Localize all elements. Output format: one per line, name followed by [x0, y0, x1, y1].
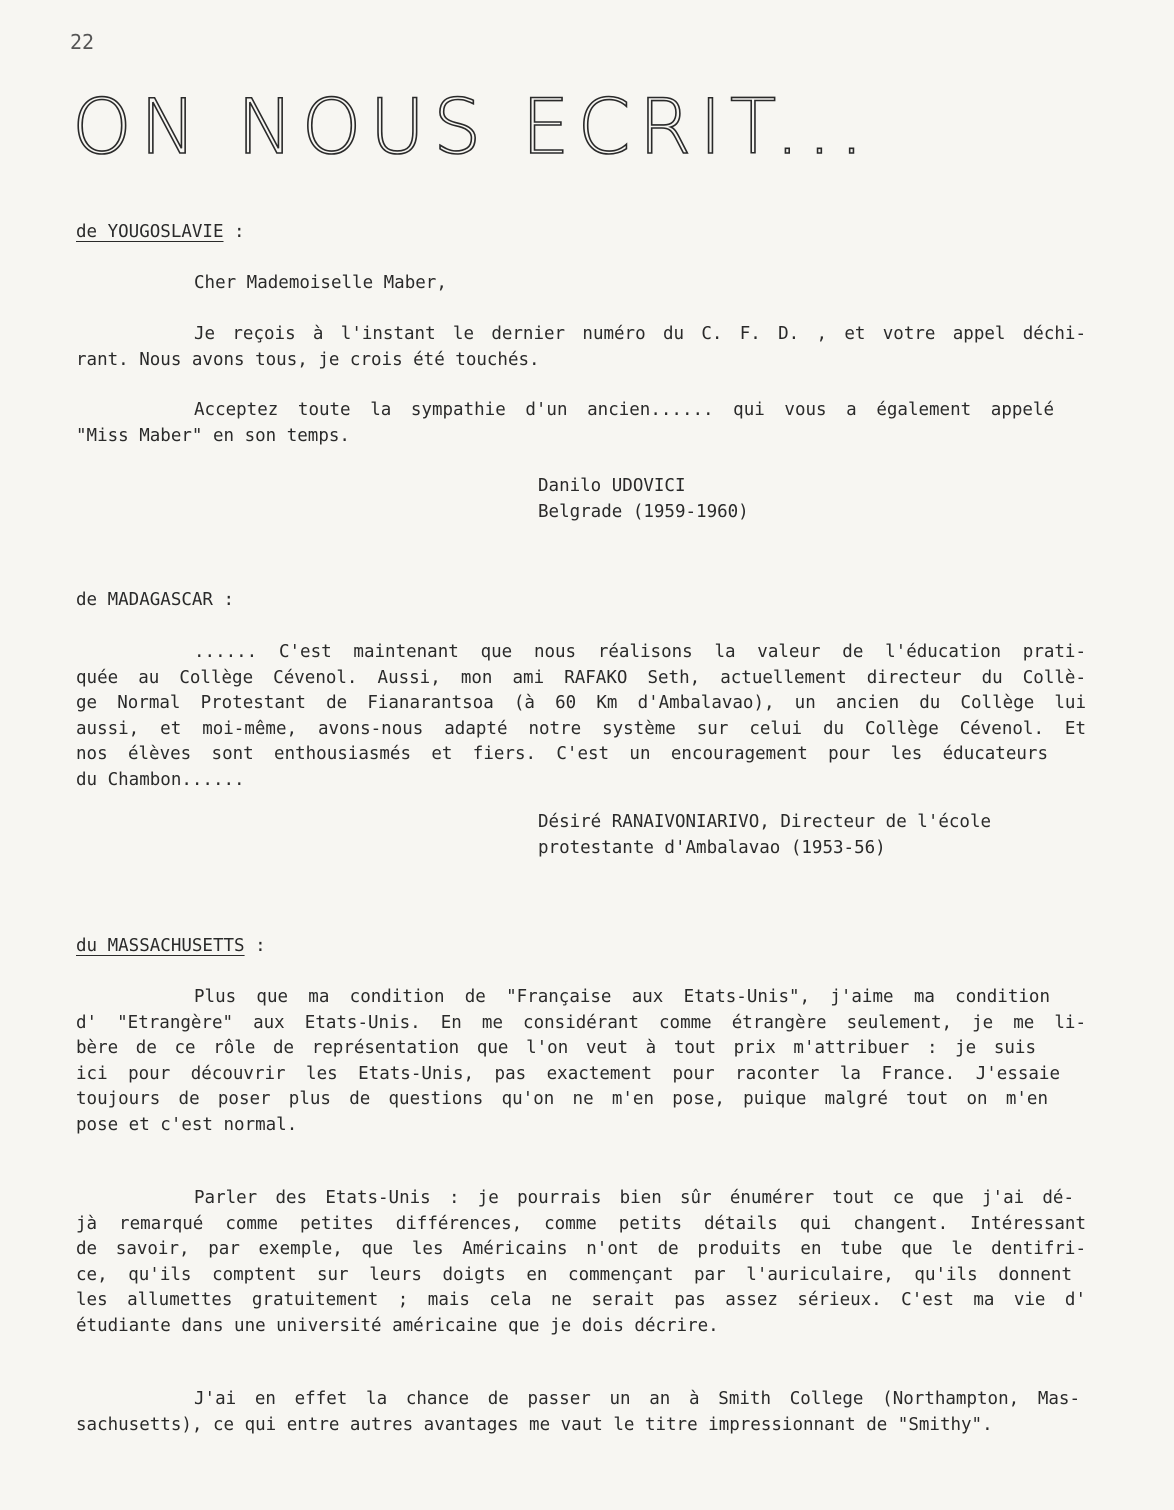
paragraph-line: d' "Etrangère" aux Etats-Unis. En me considérant comme étrangère seulement, je me li- — [76, 1012, 1086, 1033]
letter-signature — [538, 474, 749, 525]
paragraph-line: quée au Collège Cévenol. Aussi, mon ami RAFAKO Seth, actuellement directeur du Collè- — [76, 667, 1086, 688]
letter-paragraph — [76, 640, 1086, 793]
paragraph-line: pose et c'est normal. — [76, 1114, 298, 1135]
signature-line: Belgrade (1959-1960) — [538, 501, 749, 522]
section-heading-yougoslavie — [76, 222, 245, 242]
paragraph-line: ...... C'est maintenant que nous réalisons la valeur de l'éducation prati- — [194, 642, 1086, 662]
paragraph-line: étudiante dans une université américaine que je dois décrire. — [76, 1315, 719, 1336]
section-heading-colon: : — [244, 936, 266, 956]
paragraph-line: bère de ce rôle de représentation que l'on veut à tout prix m'attribuer : je suis — [76, 1038, 1036, 1058]
paragraph-line: jà remarqué comme petites différences, comme petits détails qui changent. Intéressant — [76, 1213, 1086, 1234]
paragraph-line: du Chambon...... — [76, 769, 245, 790]
page-number: 22 — [70, 30, 95, 54]
paragraph-line: ce, qu'ils comptent sur leurs doigts en commençant par l'auriculaire, qu'ils donnent — [76, 1264, 1072, 1285]
paragraph-line: aussi, et moi-même, avons-nous adapté notre système sur celui du Collège Cévenol. Et — [76, 718, 1086, 739]
section-heading-massachusetts — [76, 936, 266, 956]
section-heading-label: du MASSACHUSETTS — [76, 936, 245, 956]
paragraph-line: ici pour découvrir les Etats-Unis, pas exactement pour raconter la France. J'essaie — [76, 1063, 1060, 1084]
paragraph-line: les allumettes gratuitement ; mais cela ne serait pas assez sérieux. C'est ma vie d' — [76, 1290, 1086, 1310]
paragraph-line: rant. Nous avons tous, je crois été touchés. — [76, 349, 540, 370]
section-heading-colon: : — [223, 222, 245, 242]
paragraph-line: sachusetts), ce qui entre autres avantages me vaut le titre impressionnant de "Smithy". — [76, 1414, 993, 1435]
letter-salutation: Cher Mademoiselle Maber, — [194, 273, 447, 293]
paragraph-line: Acceptez toute la sympathie d'un ancien...... qui vous a également appelé — [194, 400, 1054, 420]
paragraph-line: de savoir, par exemple, que les Américains n'ont de produits en tube que le dentifri- — [76, 1239, 1086, 1259]
paragraph-line: J'ai en effet la chance de passer un an à Smith College (Northampton, Mas- — [194, 1389, 1080, 1409]
paragraph-line: nos élèves sont enthousiasmés et fiers. C'est un encouragement pour les éducateurs — [76, 744, 1048, 764]
letter-paragraph — [76, 1186, 1086, 1339]
section-heading-colon: : — [212, 590, 235, 610]
signature-line: Désiré RANAIVONIARIVO, Directeur de l'école — [538, 812, 992, 832]
paragraph-line: Plus que ma condition de "Française aux Etats-Unis", j'aime ma condition — [194, 987, 1050, 1007]
section-heading-madagascar — [76, 590, 234, 610]
paragraph-line: ge Normal Protestant de Fianarantsoa (à 60 Km d'Ambalavao), un ancien du Collège lui — [76, 693, 1086, 713]
letter-signature — [538, 810, 991, 861]
letter-paragraph — [76, 398, 1086, 449]
signature-line: Danilo UDOVICI — [538, 476, 686, 496]
letter-paragraph — [76, 322, 1086, 373]
section-heading-label: de MADAGASCAR — [76, 590, 213, 610]
page-title: ON NOUS ECRIT... — [72, 82, 872, 171]
paragraph-line: "Miss Maber" en son temps. — [76, 425, 350, 446]
letter-paragraph — [76, 1387, 1086, 1438]
paragraph-line: Parler des Etats-Unis : je pourrais bien sûr énumérer tout ce que j'ai dé- — [194, 1188, 1074, 1208]
section-heading-label: de YOUGOSLAVIE — [76, 222, 224, 242]
signature-line: protestante d'Ambalavao (1953-56) — [538, 837, 886, 858]
paragraph-line: Je reçois à l'instant le dernier numéro du C. F. D. , et votre appel déchi- — [194, 324, 1086, 344]
letter-paragraph — [76, 985, 1086, 1138]
paragraph-line: toujours de poser plus de questions qu'on ne m'en pose, puique malgré tout on m'en — [76, 1089, 1048, 1109]
